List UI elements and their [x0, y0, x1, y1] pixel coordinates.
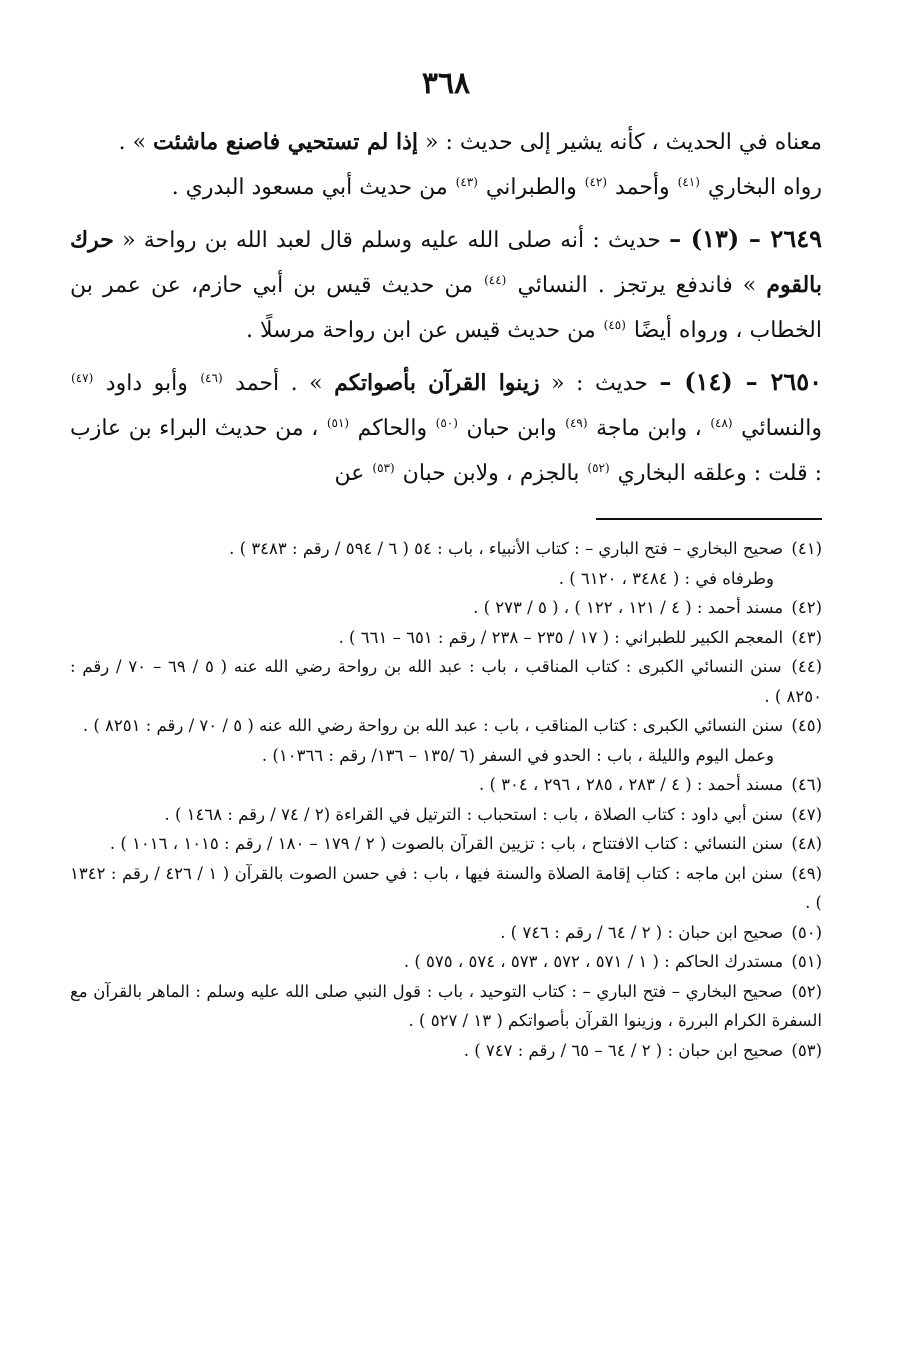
footnote-label: (٥٠) — [791, 922, 822, 942]
paragraph-1-text: والطبراني — [485, 175, 577, 200]
footnote-ref[interactable]: (٤٤) — [484, 272, 507, 287]
footnote-ref[interactable]: (٥٠) — [435, 415, 458, 430]
paragraph-3-text: » . أحمد — [235, 371, 323, 396]
paragraph-2-text: من حديث قيس بن أبي حازم، عن عمر بن الخطاب ، ورواه أيضًا — [70, 273, 822, 343]
footnote-label: (٤١) — [791, 539, 822, 558]
footnote-item — [70, 593, 822, 623]
paragraph-1 — [70, 120, 822, 210]
footnote-label: (٥٢) — [791, 981, 822, 1001]
paragraph-3-text: بالجزم ، ولابن حبان — [402, 461, 580, 486]
footnote-ref[interactable]: (٤١) — [677, 174, 700, 189]
footnote-ref[interactable]: (٤٩) — [565, 415, 588, 430]
footnote-label: (٤٢) — [791, 598, 822, 617]
paragraph-1-text: رواه البخاري — [707, 175, 822, 200]
paragraph-3-text: عن — [334, 461, 365, 486]
paragraph-1-text: وأحمد — [615, 175, 670, 200]
footnote-label: (٤٧) — [791, 804, 822, 824]
footnote-item — [70, 977, 822, 1036]
footnote-text: صحيح ابن حبان : ( ٢ / ٦٤ – ٦٥ / رقم : ٧٤٧ ) . — [463, 1040, 784, 1060]
footnote-text: سنن ابن ماجه : كتاب إقامة الصلاة والسنة فيها ، باب : في حسن الصوت بالقرآن ( ١ / ٤٢٦ / رقم : ١٣٤٢ ) . — [70, 863, 822, 912]
footnote-text: مستدرك الحاكم : ( ١ / ٥٧١ ، ٥٧٢ ، ٥٧٣ ، ٥٧٤ ، ٥٧٥ ) . — [403, 952, 784, 971]
footnote-ref[interactable]: (٥٢) — [587, 460, 610, 475]
footnote-item — [70, 711, 822, 741]
footnote-ref[interactable]: (٤٥) — [603, 317, 626, 332]
paragraph-3-lead: حديث : « — [551, 371, 648, 396]
paragraph-2-text: » فاندفع يرتجز . النسائي — [517, 273, 757, 298]
page-number: ٣٦٨ — [421, 66, 471, 101]
footnote-continuation: وطرفاه في : ( ٣٤٨٤ ، ٦١٢٠ ) . — [558, 568, 774, 588]
footnote-item — [70, 1036, 822, 1066]
footnote-text: سنن النسائي الكبرى : كتاب المناقب ، باب : عبد الله بن رواحة رضي الله عنه ( ٥ / ٦٩ – ٧٠ / رقم : ٨٢٥٠ ) . — [70, 657, 822, 706]
footnote-label: (٥٣) — [791, 1040, 822, 1060]
footnote-item — [70, 859, 822, 918]
footnote-text: سنن أبي داود : كتاب الصلاة ، باب : استحباب : الترتيل في القراءة (٢ / ٧٤ / رقم : ١٤٦٨ ) . — [164, 804, 784, 824]
hadith-quote: زينوا القرآن بأصواتكم — [334, 370, 540, 396]
footnote-text: مسند أحمد : ( ٤ / ٢٨٣ ، ٢٨٥ ، ٢٩٦ ، ٣٠٤ ) . — [479, 775, 784, 794]
entry-number: ٢٦٤٩ – (١٣) – — [669, 224, 822, 253]
paragraph-3-text: ، من حديث البراء بن عازب : قلت : وعلقه البخاري — [70, 416, 822, 486]
footnote-ref[interactable]: (٤٨) — [710, 415, 733, 430]
paragraph-1-text: من حديث أبي مسعود البدري . — [171, 175, 448, 200]
footnote-divider — [596, 518, 822, 520]
footnote-text: سنن النسائي : كتاب الافتتاح ، باب : تزيين القرآن بالصوت ( ٢ / ١٧٩ – ١٨٠ / رقم : ١٠١٥ ، ١٠١٦ ) . — [109, 834, 784, 853]
footnote-item — [70, 623, 822, 653]
footnote-label: (٤٤) — [791, 657, 822, 676]
paragraph-3-text: والنسائي — [741, 416, 822, 441]
quote-close: » . — [118, 130, 147, 155]
footnote-item — [70, 947, 822, 977]
paragraph-2-text: من حديث قيس عن ابن رواحة مرسلًا . — [245, 318, 596, 343]
footnote-label: (٤٦) — [791, 775, 822, 794]
footnote-text: صحيح البخاري – فتح الباري – : كتاب التوحيد ، باب : قول النبي صلى الله عليه وسلم : الماهر بالقرآن مع السفرة الكرام البررة ، وزينوا القرآن بأصواتكم ( ١٣ / ٥٢٧ ) . — [70, 981, 822, 1030]
footnote-ref[interactable]: (٤٧) — [71, 370, 94, 385]
footnote-label: (٤٨) — [791, 834, 822, 853]
footnote-ref[interactable]: (٥١) — [326, 415, 350, 430]
footnote-text: مسند أحمد : ( ٤ / ١٢١ ، ١٢٢ ) ، ( ٥ / ٢٧٣ ) . — [473, 598, 784, 617]
footnote-item — [70, 918, 822, 948]
footnote-ref[interactable]: (٥٣) — [372, 460, 395, 475]
footnote-text: صحيح ابن حبان : ( ٢ / ٦٤ / رقم : ٧٤٦ ) . — [500, 922, 784, 942]
paragraph-3-text: والحاكم — [357, 416, 428, 441]
paragraph-3 — [70, 359, 822, 496]
footnote-text: المعجم الكبير للطبراني : ( ١٧ / ٢٣٥ – ٢٣٨ / رقم : ٦٥١ – ٦٦١ ) . — [338, 627, 784, 647]
footnote-item — [70, 829, 822, 859]
footnote-item — [70, 800, 822, 830]
footnote-text: سنن النسائي الكبرى : كتاب المناقب ، باب : عبد الله بن رواحة رضي الله عنه ( ٥ / ٧٠ / رقم : ٨٢٥١ ) . — [82, 716, 784, 735]
hadith-quote: حرك بالقوم — [70, 227, 822, 298]
footnote-label: (٥١) — [791, 952, 822, 971]
footnote-ref[interactable]: (٤٣) — [455, 174, 478, 189]
footnote-continuation: وعمل اليوم والليلة ، باب : الحدو في السفر (٦ /١٣٥ – ١٣٦/ رقم : ١٠٣٦٦) . — [261, 745, 774, 765]
footnote-item — [70, 652, 822, 711]
paragraph-1-lead: معناه في الحديث ، كأنه يشير إلى حديث : « — [425, 130, 822, 155]
footnote-item — [70, 770, 822, 800]
paragraph-3-text: وابن حبان — [466, 416, 557, 441]
footnote-label: (٤٣) — [791, 627, 822, 647]
paragraph-2-lead: حديث : أنه صلى الله عليه وسلم قال لعبد الله بن رواحة « — [122, 228, 661, 253]
paragraph-3-text: وأبو داود — [105, 371, 188, 396]
footnote-label: (٤٥) — [791, 716, 822, 735]
footnote-label: (٤٩) — [791, 863, 823, 883]
footnote-item — [70, 534, 822, 564]
footnote-text: صحيح البخاري – فتح الباري – : كتاب الأنبياء ، باب : ٥٤ ( ٦ / ٥٩٤ / رقم : ٣٤٨٣ ) . — [229, 539, 784, 558]
hadith-quote: إذا لم تستحيي فاصنع ماشئت — [153, 129, 419, 155]
book-page — [70, 64, 822, 1065]
footnotes — [70, 534, 822, 1065]
footnote-ref[interactable]: (٤٦) — [200, 370, 223, 385]
paragraph-2 — [70, 216, 822, 353]
entry-number: ٢٦٥٠ – (١٤) – — [659, 367, 823, 396]
paragraph-3-text: ، وابن ماجة — [596, 416, 702, 441]
footnote-ref[interactable]: (٤٢) — [584, 174, 608, 189]
